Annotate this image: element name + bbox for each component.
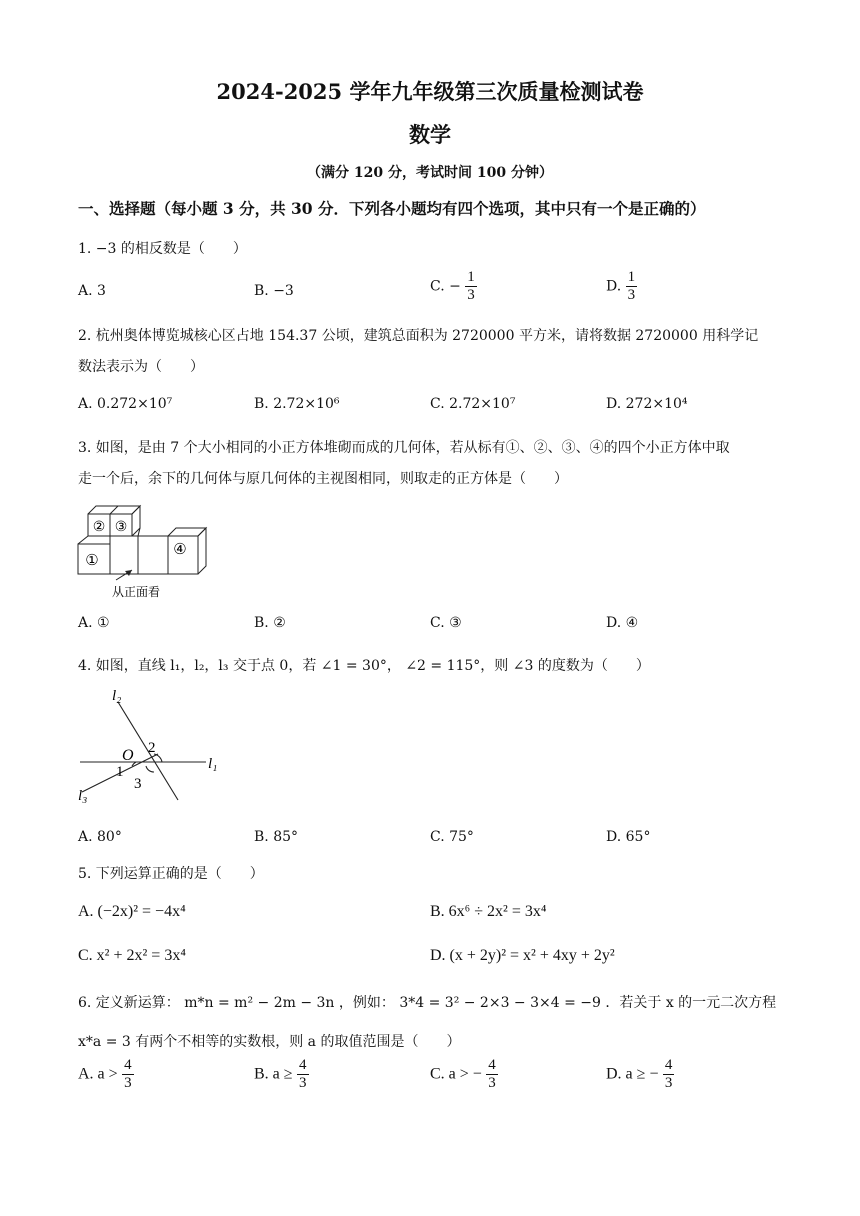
q2-line-2: 数法表示为（ ）: [78, 359, 204, 375]
label-l2: l₂: [112, 688, 122, 704]
q6-option-c: [430, 1058, 498, 1091]
q5-option-a: A. (−2x)² = −4x⁴: [78, 903, 186, 920]
q1-option-d-fraction: [626, 270, 638, 303]
q6-option-c-fraction: [486, 1058, 498, 1091]
q6-option-b-num: 4: [299, 1057, 307, 1073]
lines-figure: [74, 684, 234, 804]
q6-option-d-fraction: [663, 1058, 675, 1091]
q6-option-d-label: D. a ≥ −: [606, 1065, 659, 1083]
label-l3: l₃: [78, 788, 88, 804]
label-l1: l₁: [208, 756, 218, 772]
q1-option-c: [430, 270, 477, 303]
q3-option-a: A. ①: [78, 615, 110, 631]
cube-label-4: ④: [173, 542, 187, 558]
q1-option-d-den: 3: [627, 287, 636, 303]
q1-option-c-num: 1: [467, 269, 475, 285]
subject-title: 数学: [409, 122, 451, 147]
q6-option-c-den: 3: [488, 1075, 496, 1091]
view-arrowhead: [125, 570, 132, 576]
q3-option-d: D. ④: [606, 615, 639, 631]
q6-option-b: [254, 1058, 309, 1091]
q1-option-a: A. 3: [78, 283, 106, 299]
q1-option-d: [606, 270, 637, 303]
q1-option-d-num: 1: [627, 269, 636, 285]
q4-option-c: C. 75°: [430, 829, 474, 845]
q5-option-c: C. x² + 2x² = 3x⁴: [78, 947, 186, 964]
q2-line-1: 2. 杭州奥体博览城核心区占地 154.37 公顷，建筑总面积为 2720000 平方米，请将数据 2720000 用科学记: [78, 328, 759, 344]
q1-option-b: B. −3: [254, 283, 294, 299]
cube-label-3: ③: [114, 520, 128, 535]
q6-option-a-num: 4: [124, 1057, 132, 1073]
q3-option-b: B. ②: [254, 615, 286, 631]
q5-option-d: D. (x + 2y)² = x² + 4xy + 2y²: [430, 947, 615, 964]
q6-option-a-fraction: [122, 1058, 134, 1091]
q2-option-b: B. 2.72×10⁶: [254, 396, 340, 412]
q6-option-d-den: 3: [664, 1075, 673, 1091]
q1-option-d-label: D.: [606, 278, 626, 295]
q6-option-d: [606, 1058, 674, 1091]
q4-stem: 4. 如图，直线 l₁，l₂，l₃ 交于点 0，若 ∠1 = 30°， ∠2 = 115°，则 ∠3 的度数为（ ）: [78, 658, 650, 674]
q6-line-2: x*a = 3 有两个不相等的实数根，则 a 的取值范围是（ ）: [78, 1034, 461, 1050]
section-heading: 一、选择题（每小题 3 分，共 30 分．下列各小题均有四个选项，其中只有一个是正确的）: [78, 199, 706, 218]
q3-line-2: 走一个后，余下的几何体与原几何体的主视图相同，则取走的正方体是（ ）: [78, 471, 568, 487]
q3-option-c: C. ③: [430, 615, 462, 631]
q1-stem: 1. −3 的相反数是（ ）: [78, 241, 247, 257]
q6-option-a: [78, 1058, 134, 1091]
q6-option-c-num: 4: [488, 1057, 496, 1073]
label-angle-2: 2: [148, 740, 156, 756]
q6-option-d-num: 4: [664, 1057, 673, 1073]
cube-figure: [72, 498, 212, 602]
view-caption: 从正面看: [112, 585, 161, 599]
q6-option-b-den: 3: [299, 1075, 307, 1091]
cube-label-1: ①: [85, 553, 99, 569]
q6-option-c-label: C. a > −: [430, 1065, 482, 1083]
label-angle-1: 1: [116, 764, 124, 780]
exam-note: （满分 120 分，考试时间 100 分钟）: [307, 165, 553, 181]
label-angle-3: 3: [134, 776, 142, 792]
q2-option-c: C. 2.72×10⁷: [430, 396, 516, 412]
exam-title: 2024-2025 学年九年级第三次质量检测试卷: [216, 79, 644, 104]
label-point-o: O: [122, 747, 134, 764]
q1-option-c-fraction: [465, 270, 477, 303]
q2-option-a: A. 0.272×10⁷: [78, 396, 173, 412]
q6-option-a-den: 3: [124, 1075, 132, 1091]
q1-option-c-den: 3: [467, 287, 475, 303]
q4-option-b: B. 85°: [254, 829, 299, 845]
q5-option-b: B. 6x⁶ ÷ 2x² = 3x⁴: [430, 903, 547, 920]
q6-option-a-label: A. a >: [78, 1065, 118, 1083]
q1-option-c-label: C. −: [430, 278, 461, 295]
q6-option-b-fraction: [297, 1058, 309, 1091]
q4-option-a: A. 80°: [78, 829, 122, 845]
q6-option-b-label: B. a ≥: [254, 1065, 293, 1083]
q4-option-d: D. 65°: [606, 829, 651, 845]
cube-label-2: ②: [92, 520, 106, 535]
q2-option-d: D. 272×10⁴: [606, 396, 688, 412]
q3-line-1: 3. 如图，是由 7 个大小相同的小正方体堆砌而成的几何体，若从标有①、②、③、④的四个小正方体中取: [78, 440, 730, 456]
q5-stem: 5. 下列运算正确的是（ ）: [78, 866, 264, 882]
q6-line-1: 6. 定义新运算： m*n = m² − 2m − 3n ，例如： 3*4 = 3² − 2×3 − 3×4 = −9 ．若关于 x 的一元二次方程: [78, 995, 777, 1011]
